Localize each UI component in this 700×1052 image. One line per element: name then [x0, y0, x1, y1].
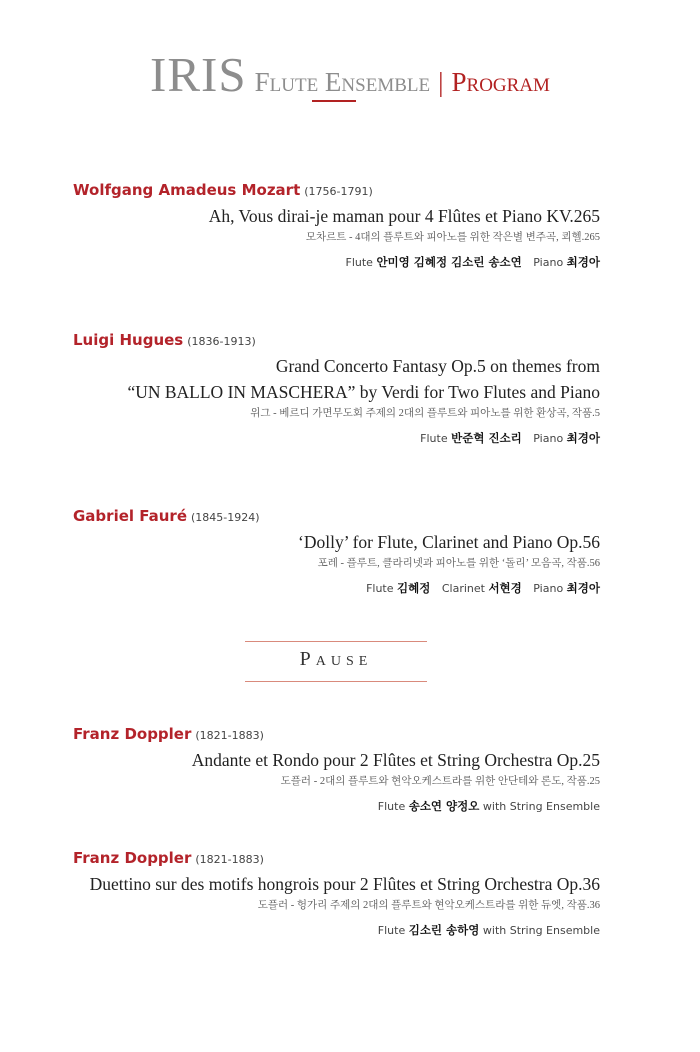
header-accent-rule: [312, 100, 356, 102]
performer-role: Flute: [377, 924, 406, 937]
performer-names: 반준혁 진소리: [451, 431, 522, 445]
performer-role: Flute: [377, 800, 406, 813]
piece-title-line: Andante et Rondo pour 2 Flûtes et String Orchestra Op.25: [191, 750, 600, 770]
piece-korean-title: 포레 - 플루트, 클라리넷과 피아노를 위한 ‘돌리’ 모음곡, 작품.56: [317, 558, 600, 569]
program-item-mozart: [73, 180, 600, 271]
performer-names: 김소린 송하영: [408, 923, 480, 937]
pause-rule-top: [245, 641, 427, 642]
performer-names: 송소연 양정오: [408, 799, 480, 813]
performer-role: Clarinet: [441, 582, 485, 595]
performer-names: 최경아: [566, 255, 600, 269]
performer-names: 김혜정: [397, 581, 431, 595]
piece-title-line: “UN BALLO IN MASCHERA” by Verdi for Two Flutes and Piano: [127, 382, 600, 402]
performers-line: [73, 254, 600, 271]
composer-years: (1845-1924): [191, 511, 260, 524]
composer-years: (1756-1791): [304, 185, 373, 198]
composer-name: Luigi Hugues: [73, 331, 184, 349]
piece-title: [73, 203, 600, 229]
performer-names: 서현경: [488, 581, 522, 595]
performers-line: [73, 580, 600, 597]
performer-role: Piano: [533, 432, 564, 445]
pause-label: Pause: [299, 648, 373, 670]
ensemble-subtitle: Flute Ensemble: [254, 67, 431, 97]
piece-title: [73, 747, 600, 773]
piece-korean-title: 도플러 - 2대의 플루트와 현악오케스트라를 위한 안단테와 론도, 작품.25: [280, 776, 600, 787]
composer-name: Franz Doppler: [73, 725, 192, 743]
piece-title-line: Ah, Vous dirai-je maman pour 4 Flûtes et Piano KV.265: [208, 206, 600, 226]
composer-name: Franz Doppler: [73, 849, 192, 867]
program-header: [0, 46, 700, 103]
piece-title-line: Duettino sur des motifs hongrois pour 2 Flûtes et String Orchestra Op.36: [89, 874, 600, 894]
performers-line: [73, 922, 600, 939]
performer-role: Flute: [366, 582, 394, 595]
composer-years: (1821-1883): [195, 729, 264, 742]
performer-role: Piano: [533, 256, 564, 269]
program-item-hugues: [73, 330, 600, 447]
composer-line: [73, 180, 600, 200]
composer-line: [73, 848, 600, 868]
composer-years: (1836-1913): [187, 335, 256, 348]
pause-rule-bottom: [245, 681, 427, 682]
piece-korean-title: 위그 - 베르디 가면무도회 주제의 2대의 플루트와 피아노를 위한 환상곡, 작품.5: [250, 408, 600, 419]
performer-role: with String Ensemble: [482, 924, 600, 937]
composer-line: [73, 506, 600, 526]
piece-title: [73, 353, 600, 405]
program-item-faure: [73, 506, 600, 597]
piece-korean-title: 모차르트 - 4대의 플루트와 피아노를 위한 작은별 변주곡, 쾨헬.265: [305, 232, 600, 243]
composer-name: Gabriel Fauré: [73, 507, 187, 525]
piece-title: [73, 871, 600, 897]
performer-names: 최경아: [566, 581, 600, 595]
piece-title: [73, 529, 600, 555]
program-item-doppler-op36: [73, 848, 600, 939]
intermission: [245, 641, 427, 683]
performer-role: with String Ensemble: [482, 800, 600, 813]
performers-line: [73, 430, 600, 447]
ensemble-name: IRIS: [150, 47, 247, 102]
composer-years: (1821-1883): [195, 853, 264, 866]
performer-role: Flute: [420, 432, 448, 445]
program-item-doppler-op25: [73, 724, 600, 815]
piece-title-line: Grand Concerto Fantasy Op.5 on themes from: [275, 356, 600, 376]
composer-name: Wolfgang Amadeus Mozart: [73, 181, 301, 199]
performers-line: [73, 798, 600, 815]
composer-line: [73, 724, 600, 744]
composer-line: [73, 330, 600, 350]
performer-role: Flute: [345, 256, 373, 269]
performer-names: 최경아: [566, 431, 600, 445]
header-separator: |: [438, 67, 444, 97]
piece-korean-title: 도플러 - 헝가리 주제의 2대의 플루트와 현악오케스트라를 위한 듀엣, 작품.36: [257, 900, 600, 911]
program-label: Program: [451, 67, 550, 97]
performer-names: 안미영 김혜정 김소린 송소연: [376, 255, 522, 269]
performer-role: Piano: [533, 582, 564, 595]
piece-title-line: ‘Dolly’ for Flute, Clarinet and Piano Op.56: [298, 532, 600, 552]
